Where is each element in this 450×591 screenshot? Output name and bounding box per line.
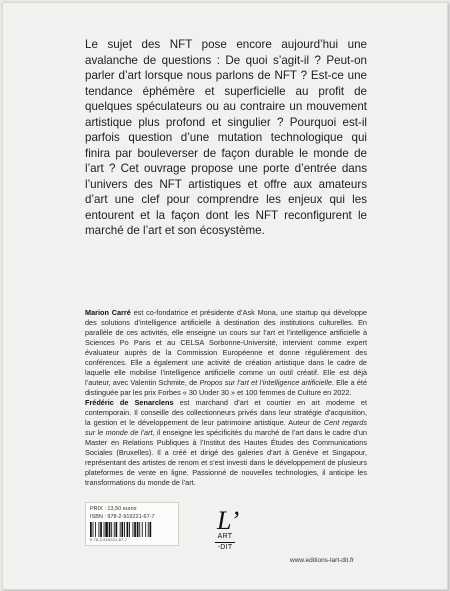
logo-l-mark: L’ bbox=[217, 506, 240, 535]
barcode-icon bbox=[90, 522, 174, 537]
isbn-label: ISBN : 978-2-919221-67-7 bbox=[90, 514, 155, 520]
logo-dit-text: -DIT bbox=[217, 544, 233, 551]
author-bio-text: , il enseigne les spécificités du marché de l’art dans le cadre d’un Master en Relations Publiques à l’Institut des Hautes Études des Communications Sociales (Bruxelles). Il a créé et dirigé des galeries d’art à Genève et Singapour, représentant des artistes de renom et s’est investi dans le développement de plusieurs plateformes de vente en ligne. Passionné de nouvelles technologies, il anticipe les transformations du monde de l’art. bbox=[85, 428, 367, 487]
book-title: Propos sur l’art et l’intelligence artificielle bbox=[199, 378, 332, 387]
book-title: Cent regards sur le monde de l’art bbox=[85, 418, 367, 437]
author-bio-marion-carre bbox=[85, 308, 367, 398]
author-name: Marion Carré bbox=[85, 308, 131, 317]
author-bio-text: . Elle a été distinguée par les prix Forbes « 30 Under 30 » et 100 femmes de Culture en 2022. bbox=[85, 378, 368, 397]
pitch-paragraph: Le sujet des NFT pose encore aujourd’hui une avalanche de questions : De quoi s’agit-il ? Peut-on parler d’art lorsque nous parlons de NFT ? Est-ce une tendance éphémère et superficielle au profit de quelques spéculateurs ou au contraire un mouvement artistique plus profond et singulier ? Pourquoi est-il parfois question d’une mutation technologique qui finira par bouleverser de façon durable le monde de l’art ? Cet ouvrage propose une porte d’entrée dans l’univers des NFT artistiques et offre aux amateurs d’art une clef pour comprendre les enjeux qui les entourent et la façon dont les NFT reconfigurent le marché de l’art et son écosystème. bbox=[85, 38, 367, 237]
author-bio-text: est co-fondatrice et présidente d’Ask Mona, une startup qui développe des solutions d’intelligence artificielle à destination des institutions culturelles. En parallèle de ces activités, elle enseigne un cours sur l’art et l’intelligence artificielle à Sciences Po Paris et au CELSA Sorbonne-Université, intervient comme expert évaluateur auprès de la Commission Européenne et donne régulièrement des conférences. Elle a également une activité de création artistique dans le cadre de laquelle elle mobilise l’intelligence artificielle comme un outil créatif. Elle est déjà l’auteur, avec Valentin Schmite, de bbox=[85, 308, 367, 387]
barcode-digits: 9 78-2-919221-67-7 bbox=[90, 538, 128, 542]
logo-divider bbox=[215, 542, 235, 543]
author-name: Frédéric de Senarclens bbox=[85, 398, 174, 407]
logo-art-text: ART bbox=[217, 533, 233, 540]
publisher-website: www.editions-lart-dit.fr bbox=[290, 557, 354, 564]
author-bio-text: est marchand d’art et courtier en art moderne et contemporain. Il conseille des collectionneurs privés dans leur stratégie d’acquisition, la gestion et le développement de leur patrimoine artistique. Auteur de bbox=[85, 398, 367, 427]
publisher-logo bbox=[212, 506, 240, 556]
price-label: PRIX : 13,50 euros bbox=[90, 506, 137, 512]
barcode-block bbox=[85, 502, 179, 546]
author-bio-frederic-de-senarclens bbox=[85, 398, 367, 488]
